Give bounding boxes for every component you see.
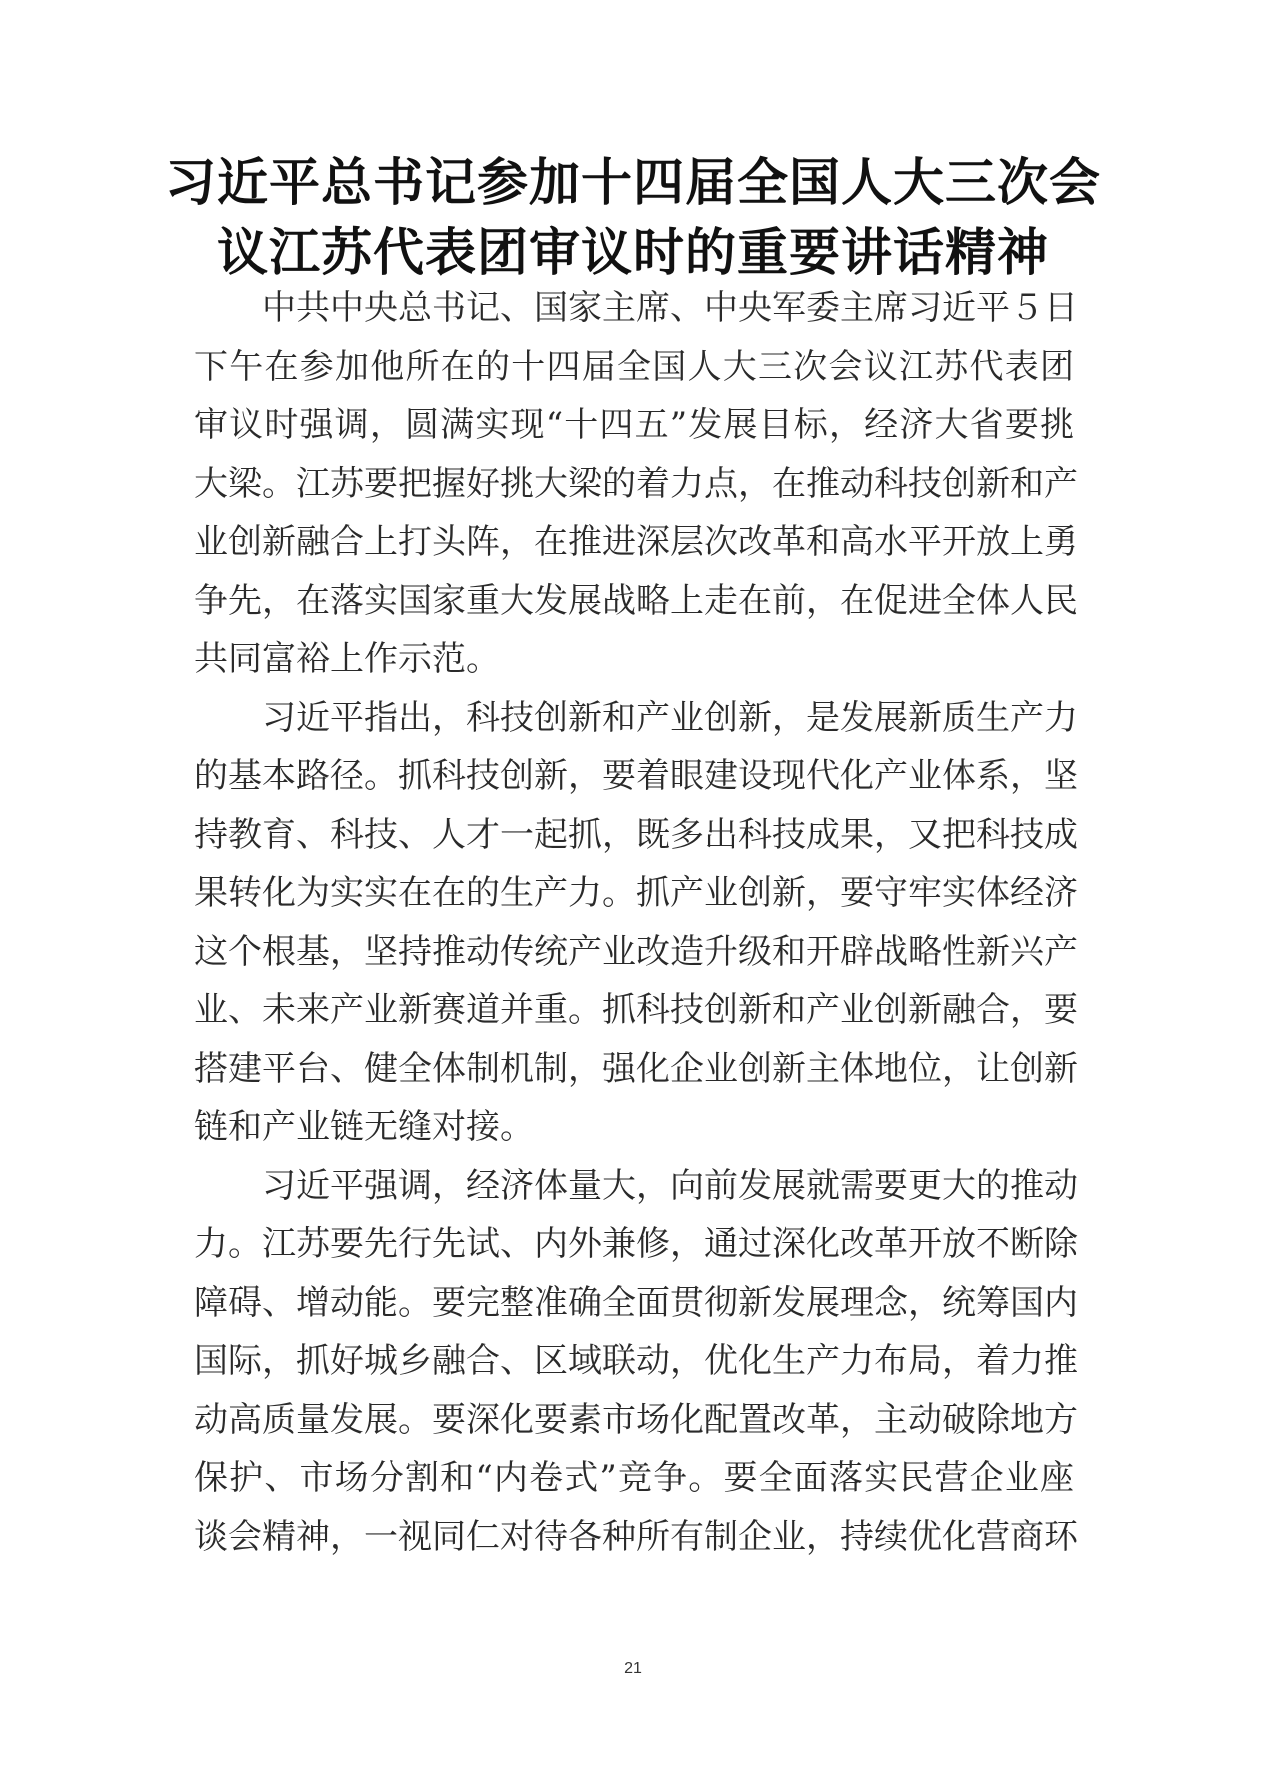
paragraph-line: 持教育、科技、人才一起抓，既多出科技成果，又把科技成 <box>194 814 1078 855</box>
paragraph-line: 保护、市场分割和“内卷式”竞争。要全面落实民营企业座 <box>194 1458 1074 1498</box>
paragraph-line: 业创新融合上打头阵，在推进深层次改革和高水平开放上勇 <box>194 522 1078 562</box>
paragraph-line: 业、未来产业新赛道并重。抓科技创新和产业创新融合，要 <box>194 990 1078 1030</box>
paragraph-2 <box>194 689 1078 1157</box>
paragraph-3 <box>194 1157 1078 1567</box>
title-line-1: 习近平总书记参加十四届全国人大三次会 <box>164 153 1101 213</box>
paragraph-line: 力。江苏要先行先试、内外兼修，通过深化改革开放不断除 <box>194 1224 1078 1264</box>
paragraph-line: 争先，在落实国家重大发展战略上走在前，在促进全体人民 <box>194 580 1078 621</box>
paragraph-line: 国际，抓好城乡融合、区域联动，优化生产力布局，着力推 <box>194 1341 1078 1381</box>
paragraph-line: 链和产业链无缝对接。 <box>194 1107 534 1147</box>
page-number: 21 <box>624 1660 642 1677</box>
paragraph-line: 习近平指出，科技创新和产业创新，是发展新质生产力 <box>262 697 1078 738</box>
paragraph-line: 障碍、增动能。要完整准确全面贯彻新发展理念，统筹国内 <box>194 1282 1078 1323</box>
paragraph-line: 搭建平台、健全体制机制，强化企业创新主体地位，让创新 <box>194 1048 1078 1089</box>
paragraph-line: 这个根基，坚持推动传统产业改造升级和开辟战略性新兴产 <box>194 931 1078 972</box>
paragraph-line: 谈会精神，一视同仁对待各种所有制企业，持续优化营商环 <box>194 1516 1078 1557</box>
paragraph-line: 果转化为实实在在的生产力。抓产业创新，要守牢实体经济 <box>194 873 1078 913</box>
paragraph-1 <box>194 279 1078 689</box>
document-body <box>194 279 1078 1566</box>
paragraph-line: 的基本路径。抓科技创新，要着眼建设现代化产业体系，坚 <box>194 756 1078 796</box>
paragraph-line: 动高质量发展。要深化要素市场化配置改革，主动破除地方 <box>194 1399 1078 1440</box>
paragraph-line: 习近平强调，经济体量大，向前发展就需要更大的推动 <box>262 1165 1078 1206</box>
title-line-2: 议江苏代表团审议时的重要讲话精神 <box>216 223 1049 283</box>
paragraph-line: 审议时强调，圆满实现“十四五”发展目标，经济大省要挑 <box>194 405 1074 445</box>
paragraph-line: 大梁。江苏要把握好挑大梁的着力点，在推动科技创新和产 <box>194 463 1078 504</box>
paragraph-line: 中共中央总书记、国家主席、中央军委主席习近平５日 <box>262 288 1078 328</box>
document-title <box>150 148 1116 288</box>
paragraph-line: 共同富裕上作示范。 <box>194 639 500 679</box>
paragraph-line: 下午在参加他所在的十四届全国人大三次会议江苏代表团 <box>194 346 1074 387</box>
